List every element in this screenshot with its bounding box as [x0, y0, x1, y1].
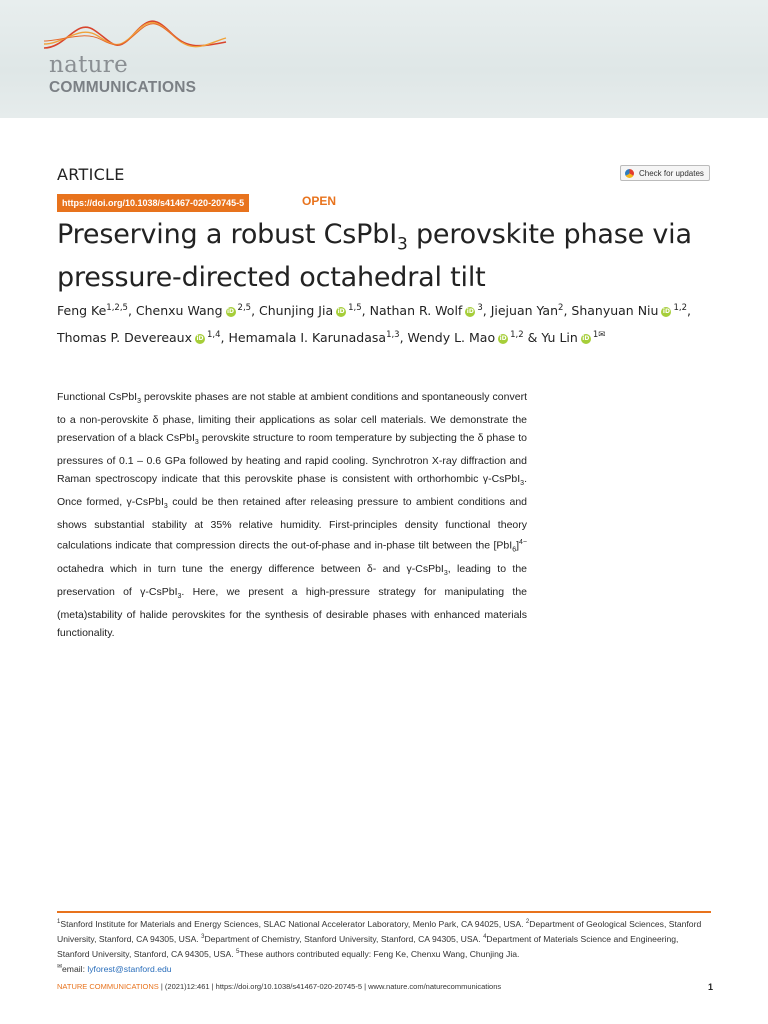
open-access-label: OPEN	[302, 194, 337, 208]
envelope-icon: ✉	[57, 963, 63, 970]
author-name: Chenxu Wang	[135, 303, 223, 319]
author-affiliation: 1,4	[207, 330, 221, 341]
author-item[interactable]	[491, 303, 564, 318]
orcid-icon[interactable]: iD	[662, 307, 670, 315]
page-footer	[57, 982, 713, 992]
corresponding-email-link[interactable]: lyforest@stanford.edu	[87, 963, 172, 974]
author-item[interactable]	[370, 303, 483, 318]
orcid-icon[interactable]: iD	[196, 334, 204, 342]
author-item[interactable]	[57, 303, 128, 318]
author-item[interactable]	[229, 330, 400, 345]
abstract: Functional CsPbI$_3$ perovskite phases are not stable at ambient conditions and spontaneously convert to a non-perovskite δ phase, limiting their applications as solar cell materials. We demonstrate the preservation of a black CsPbI$_3$ perovskite structure to room temperature by subjecting the δ phase to pressures of 0.1 – 0.6 GPa followed by heating and rapid cooling. Synchrotron X-ray diffraction and Raman spectroscopy indicate that this perovskite phase is consistent with orthorhombic γ-CsPbI$_3$. Once formed, γ-CsPbI$_3$ could be then retained after releasing pressure to ambient conditions and shows substantial stability at 35% relative humidity. First-principles density functional theory calculations indicate that compression directs the out-of-phase and in-phase tilt between the $[PbI_6]^{4-}$ octahedra which in turn tune the energy difference between δ- and γ-CsPbI$_3$, leading to the preservation of γ-CsPbI$_3$. Here, we present a high-pressure strategy for manipulating the (meta)stability of halide perovskites for the synthesis of desirable phases with enhanced materials functionality.	[57, 391, 527, 640]
author-item[interactable]	[136, 303, 251, 318]
author-affiliation: 2	[558, 303, 564, 313]
author-name: Shanyuan Niu	[571, 303, 659, 319]
author-affiliation: 1,3	[386, 330, 400, 341]
author-affiliation: 2,5	[237, 303, 252, 313]
article-type-label: ARTICLE	[57, 165, 125, 184]
orcid-icon[interactable]: iD	[337, 307, 345, 315]
author-affiliation: 1,2	[673, 303, 687, 313]
author-item[interactable]	[571, 303, 687, 318]
crossmark-icon	[625, 169, 634, 178]
author-name: Hemamala I. Karunadasa	[228, 330, 387, 346]
author-list: Feng Ke$^{1,2,5}$, Chenxu Wang iD $^{2,5}$, Chunjing Jia iD $^{1,5}$, Nathan R. Wolf iD $^3$, Jiejuan Yan$^2$, Shanyuan Niu iD $^{1,2}$, Thomas P. Devereaux iD $^{1,4}$, Hemamala I. Karunadasa$^{1,3}$, Wendy L. Mao iD $^{1,2}$ & Yu Lin iD $^{1✉}$	[57, 303, 691, 346]
author-affiliation: 3	[477, 303, 483, 313]
author-affiliation: 1✉	[592, 330, 606, 341]
footer-journal-name: NATURE COMMUNICATIONS	[57, 982, 159, 991]
orcid-icon[interactable]: iD	[499, 334, 507, 342]
doi-link[interactable]: https://doi.org/10.1038/s41467-020-20745-5	[57, 194, 249, 212]
author-name: Feng Ke	[57, 303, 107, 319]
author-name: Yu Lin	[541, 330, 578, 346]
author-name: Jiejuan Yan	[490, 303, 559, 319]
author-name: Chunjing Jia	[259, 303, 334, 319]
logo-nature-text: nature	[49, 52, 128, 78]
check-for-updates-label: Check for updates	[639, 168, 704, 178]
orcid-icon[interactable]: iD	[227, 307, 235, 315]
journal-banner	[0, 0, 768, 118]
author-affiliation: 1,2,5	[106, 303, 128, 313]
author-item[interactable]	[57, 330, 221, 345]
author-affiliation: 1,2	[510, 330, 524, 341]
orcid-icon[interactable]: iD	[582, 334, 590, 342]
footnote-divider	[57, 911, 711, 913]
affiliations: $^1$Stanford Institute for Materials and Energy Sciences, SLAC National Accelerator Laboratory, Menlo Park, CA 94025, USA. $^2$Department of Geological Sciences, Stanford University, Stanford, CA 94305, USA. $^3$Department of Chemistry, Stanford University, Stanford, CA 94305, USA. $^4$Department of Materials Science and Engineering, Stanford University, Stanford, CA 94305, USA. $^5$These authors contributed equally: Feng Ke, Chenxu Wang, Chunjing Jia. ✉email: lyforest@stanford.edu	[57, 918, 702, 974]
page-number: 1	[707, 982, 713, 992]
article-title: Preserving a robust CsPbI$_3$ perovskite phase via pressure-directed octahedral tilt	[57, 219, 692, 294]
footer-citation: | (2021)12:461 | https://doi.org/10.1038/s41467-020-20745-5 | www.nature.com/naturecommunications	[158, 982, 502, 991]
orcid-icon[interactable]: iD	[466, 307, 474, 315]
author-name: Wendy L. Mao	[407, 330, 496, 346]
logo-communications-text: COMMUNICATIONS	[49, 79, 197, 96]
author-item[interactable]	[259, 303, 362, 318]
author-item[interactable]	[408, 330, 524, 345]
author-name: Nathan R. Wolf	[369, 303, 463, 319]
check-for-updates-button[interactable]	[620, 165, 710, 181]
author-item[interactable]	[541, 330, 605, 345]
author-name: Thomas P. Devereaux	[57, 330, 193, 346]
author-affiliation: 1,5	[348, 303, 362, 313]
